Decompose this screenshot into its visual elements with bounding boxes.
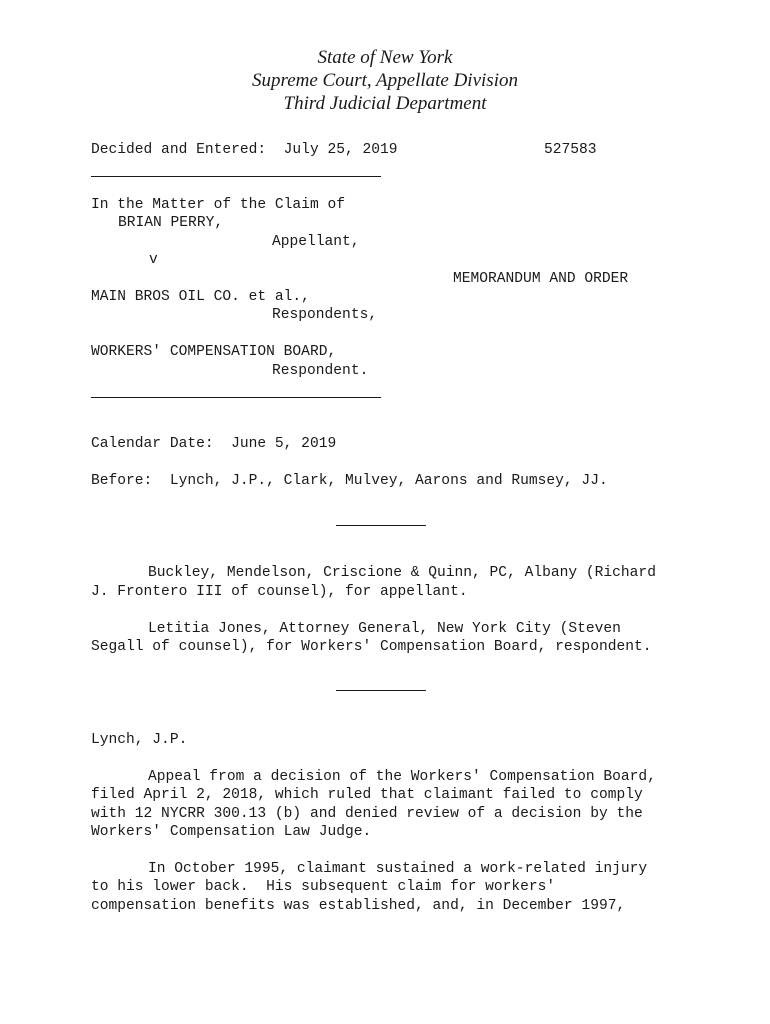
court-department: Third Judicial Department bbox=[283, 93, 487, 114]
versus: v bbox=[149, 252, 158, 268]
counsel-board-line1: Letitia Jones, Attorney General, New York City (Steven bbox=[148, 621, 621, 637]
body-text-line: to his lower back. His subsequent claim for workers' bbox=[91, 879, 556, 895]
body-text-line: compensation benefits was established, and, in December 1997, bbox=[91, 898, 626, 914]
section-divider bbox=[336, 525, 426, 526]
section-divider bbox=[336, 690, 426, 691]
panel-before: Before: Lynch, J.P., Clark, Mulvey, Aarons and Rumsey, JJ. bbox=[91, 473, 608, 489]
appellant-label: Appellant, bbox=[272, 234, 360, 250]
decided-date: Decided and Entered: July 25, 2019 bbox=[91, 142, 398, 158]
respondent-label: Respondent. bbox=[272, 363, 369, 379]
calendar-date: Calendar Date: June 5, 2019 bbox=[91, 436, 337, 452]
court-state: State of New York bbox=[317, 47, 453, 68]
claimant-name: BRIAN PERRY, bbox=[118, 215, 224, 231]
body-text-line: filed April 2, 2018, which ruled that claimant failed to comply bbox=[91, 787, 643, 803]
caption-top-rule bbox=[91, 176, 381, 177]
body-text-line: In October 1995, claimant sustained a work-related injury bbox=[148, 861, 648, 877]
docket-number: 527583 bbox=[544, 142, 597, 158]
opinion-author: Lynch, J.P. bbox=[91, 732, 188, 748]
counsel-board-line2: Segall of counsel), for Workers' Compensation Board, respondent. bbox=[91, 639, 652, 655]
respondent-company: MAIN BROS OIL CO. et al., bbox=[91, 289, 310, 305]
counsel-appellant-line2: J. Frontero III of counsel), for appellant. bbox=[91, 584, 468, 600]
counsel-appellant-line1: Buckley, Mendelson, Criscione & Quinn, PC, Albany (Richard bbox=[148, 565, 656, 581]
order-type: MEMORANDUM AND ORDER bbox=[453, 271, 629, 287]
body-text-line: with 12 NYCRR 300.13 (b) and denied review of a decision by the bbox=[91, 806, 643, 822]
body-text-line: Appeal from a decision of the Workers' Compensation Board, bbox=[148, 769, 656, 785]
respondents-label: Respondents, bbox=[272, 307, 378, 323]
caption-bottom-rule bbox=[91, 397, 381, 398]
body-text-line: Workers' Compensation Law Judge. bbox=[91, 824, 372, 840]
respondent-board: WORKERS' COMPENSATION BOARD, bbox=[91, 344, 337, 360]
caption-intro: In the Matter of the Claim of bbox=[91, 197, 345, 213]
court-name: Supreme Court, Appellate Division bbox=[252, 70, 518, 91]
